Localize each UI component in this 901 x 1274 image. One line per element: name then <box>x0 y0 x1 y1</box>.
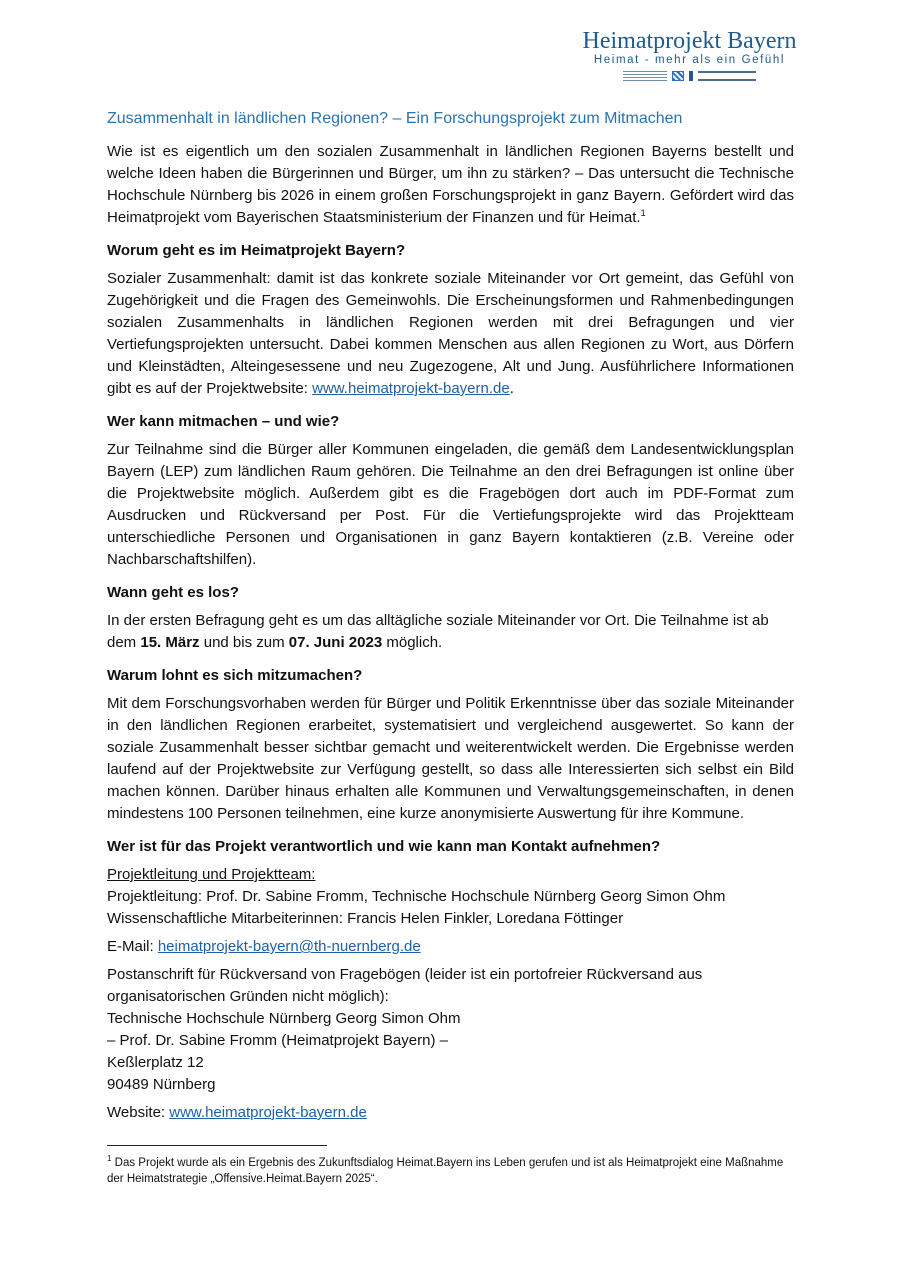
bavaria-crest-icon <box>672 71 684 81</box>
section-benefits-heading: Warum lohnt es sich mitzumachen? <box>107 667 363 684</box>
project-website-link[interactable]: www.heimatprojekt-bayern.de <box>312 380 510 397</box>
section-contact-heading: Wer ist für das Projekt verantwortlich und wie kann man Kontakt aufnehmen? <box>107 838 661 855</box>
section-about-heading: Worum geht es im Heimatprojekt Bayern? <box>107 242 406 259</box>
project-staff: Wissenschaftliche Mitarbeiterinnen: Francis Helen Finkler, Loredana Föttinger <box>107 910 624 927</box>
address-line-1: Technische Hochschule Nürnberg Georg Simon Ohm <box>107 1010 461 1027</box>
address-line-2: – Prof. Dr. Sabine Fromm (Heimatprojekt Bayern) – <box>107 1032 448 1049</box>
footnote-mark: 1 <box>107 1154 112 1164</box>
section-benefits-text: Mit dem Forschungsvorhaben werden für Bürger und Politik Erkenntnisse über das soziale Miteinander in den ländlichen Regionen erarbeitet, systematisiert und vergleichend ausgewertet. So kann der soziale Zusammenhalt besser sichtbar gemacht und weiterentwickelt werden. Die Ergebnisse werden laufend auf der Projektwebsite zur Verfügung gestellt, so dass alle Interessierten sich selbst ein Bild machen können. Darüber hinaus erhalten alle Kommunen und Verwaltungsgemeinschaften, in denen mindestens 100 Personen teilnehmen, eine kurze anonymisierte Auswertung für ihre Kommune. <box>107 695 794 822</box>
logo-subtitle: Heimat - mehr als ein Gefühl <box>593 54 786 66</box>
section-participation <box>107 411 794 571</box>
section-participation-heading: Wer kann mitmachen – und wie? <box>107 413 340 430</box>
address-line-3: Keßlerplatz 12 <box>107 1054 204 1071</box>
logo-title: Heimatprojekt Bayern <box>582 28 797 54</box>
intro-paragraph <box>107 141 794 229</box>
section-start-heading: Wann geht es los? <box>107 584 239 601</box>
section-benefits <box>107 665 794 825</box>
section-participation-text: Zur Teilnahme sind die Bürger aller Kommunen eingeladen, die gemäß dem Landesentwicklungsplan Bayern (LEP) zum ländlichen Raum gehören. Die Teilnahme an den drei Befragungen ist online über die Projektwebsite möglich. Außerdem gibt es die Fragebögen dort auch im PDF-Format zum Ausdrucken und Rückversand per Post. Für die Vertiefungsprojekte wird das Projektteam unterschiedliche Personen und Organisationen in ganz Bayern kontaktieren (z.B. Vereine oder Nachbarschaftshilfen). <box>107 441 794 568</box>
footnote-reference[interactable]: 1 <box>640 208 646 218</box>
footnote <box>107 1155 797 1187</box>
end-date: 07. Juni 2023 <box>288 634 383 651</box>
project-lead: Projektleitung: Prof. Dr. Sabine Fromm, Technische Hochschule Nürnberg Georg Simon Ohm <box>107 888 726 905</box>
footnote-divider <box>107 1145 327 1146</box>
intro-text: Wie ist es eigentlich um den sozialen Zusammenhalt in ländlichen Regionen Bayerns bestellt und welche Ideen haben die Bürgerinnen und Bürger, um ihn zu stärken? – Das untersucht die Technische Hochschule Nürnberg bis 2026 in einem großen Forschungsprojekt in ganz Bayern. Gefördert wird das Heimatprojekt vom Bayerischen Staatsministerium der Finanzen und für Heimat. <box>107 143 794 226</box>
start-date: 15. März <box>140 634 200 651</box>
ministry-text-mark <box>623 71 667 81</box>
section-contact <box>107 836 794 1124</box>
footnote-text: Das Projekt wurde als ein Ergebnis des Zukunftsdialog Heimat.Bayern ins Leben gerufen und ist als Heimatprojekt eine Maßnahme der Heimatstrategie „Offensive.Heimat.Bayern 2025“. <box>107 1157 784 1185</box>
th-text-mark <box>698 71 756 81</box>
website-link[interactable]: www.heimatprojekt-bayern.de <box>169 1104 367 1121</box>
email-link[interactable]: heimatprojekt-bayern@th-nuernberg.de <box>157 938 421 955</box>
section-start-text: In der ersten Befragung geht es um das alltägliche soziale Miteinander vor Ort. Die Teilnahme ist ab dem 15. März und bis zum 07. Juni 2023 möglich. <box>107 612 769 651</box>
section-about-text: Sozialer Zusammenhalt: damit ist das konkrete soziale Miteinander vor Ort gemeint, das Gefühl von Zugehörigkeit und die Fragen des Gemeinwohls. Die Erscheinungsformen und Rahmenbedingungen sozialen Zusammenhalts in ländlichen Regionen werden mit drei Befragungen und vier Vertiefungsprojekten untersucht. Dabei kommen Menschen aus allen Regionen zu Wort, aus Dörfern und Kleinstädten, Alteingesessene und neu Zugezogene, Alt und Jung. Ausführlichere Informationen gibt es auf der Projektwebsite: www.heimatprojekt-bayern.de. <box>107 270 794 397</box>
address-line-4: 90489 Nürnberg <box>107 1076 216 1093</box>
postal-note: Postanschrift für Rückversand von Fragebögen (leider ist ein portofreier Rückversand aus organisatorischen Gründen nicht möglich): <box>107 966 703 1005</box>
website-line: Website: www.heimatprojekt-bayern.de <box>107 1104 367 1121</box>
team-label: Projektleitung und Projektteam: <box>107 866 316 883</box>
main-content <box>107 108 794 1124</box>
project-logo <box>582 28 797 82</box>
section-start <box>107 582 794 654</box>
th-logo-icon <box>689 71 693 81</box>
section-about <box>107 240 794 400</box>
document-title: Zusammenhalt in ländlichen Regionen? – Ein Forschungsprojekt zum Mitmachen <box>107 110 683 127</box>
sponsor-logos <box>582 70 797 82</box>
email-line: E-Mail: heimatprojekt-bayern@th-nuernberg.de <box>107 938 421 955</box>
